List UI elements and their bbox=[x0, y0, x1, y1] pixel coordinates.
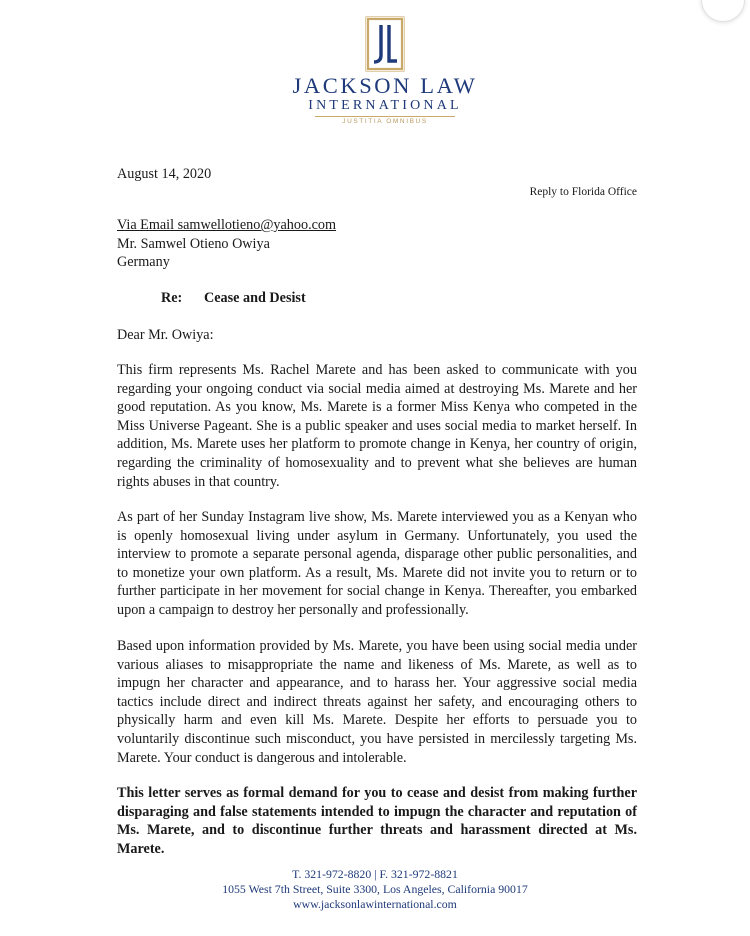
firm-motto: JUSTITIA OMNIBUS bbox=[342, 118, 428, 125]
footer-address: 1055 West 7th Street, Suite 3300, Los Angeles, California 90017 bbox=[222, 882, 528, 896]
recipient-country: Germany bbox=[117, 254, 170, 270]
re-subject: Cease and Desist bbox=[204, 290, 306, 306]
reply-to-note: Reply to Florida Office bbox=[529, 186, 637, 198]
jl-logo-icon bbox=[365, 16, 405, 72]
footer-phones: T. 321-972-8820 | F. 321-972-8821 bbox=[292, 867, 458, 881]
body-paragraph: This firm represents Ms. Rachel Marete and has been asked to communicate with you regarding your ongoing conduct via social media aimed at destroying Ms. Marete and her good reputation. As you know, Ms. Marete is a former Miss Kenya who competed in the Miss Universe Pageant. She is a public speaker and uses social media to market herself. In addition, Ms. Marete uses her platform to promote change in Kenya, her country of origin, regarding the criminality of homosexuality and to prevent what she believes are human rights abuses in that country. bbox=[117, 362, 637, 490]
firm-name: JACKSON LAW bbox=[292, 73, 478, 98]
recipient-name: Mr. Samwel Otieno Owiya bbox=[117, 236, 270, 252]
body-paragraph: Based upon information provided by Ms. Marete, you have been using social media under various aliases to misappropriate the name and likeness of Ms. Marete, as well as to impugn her character and appearance, and to harass her. Your aggressive social media tactics include direct and indirect threats against her safety, and encouraging others to physically harm and even kill Ms. Marete. Despite her efforts to persuade you to voluntarily discontinue such misconduct, you have persisted in mercilessly targeting Ms. Marete. Your conduct is dangerous and intolerable. bbox=[117, 638, 637, 766]
re-label: Re: bbox=[161, 290, 183, 306]
via-email-line: Via Email samwellotieno@yahoo.com bbox=[117, 217, 337, 233]
body-paragraph: As part of her Sunday Instagram live show, Ms. Marete interviewed you as a Kenyan who is openly homosexual living under asylum in Germany. Unfortunately, you used the interview to promote a separate personal agenda, disparage other public personalities, and to monetize your own platform. As a result, Ms. Marete did not invite you to return or to further participate in her movement for social change in Kenya. Thereafter, you embarked upon a campaign to destroy her personally and professionally. bbox=[117, 509, 637, 618]
corner-button[interactable] bbox=[701, 0, 745, 22]
demand-paragraph: This letter serves as formal demand for you to cease and desist from making further disparaging and false statements intended to impugn the character and reputation of Ms. Marete, and to discontinue further threats and harassment directed at Ms. Marete. bbox=[117, 785, 637, 857]
salutation: Dear Mr. Owiya: bbox=[117, 327, 214, 343]
firm-subtitle: INTERNATIONAL bbox=[308, 98, 462, 113]
footer-website: www.jacksonlawinternational.com bbox=[293, 897, 457, 911]
letter-date: August 14, 2020 bbox=[117, 166, 212, 182]
